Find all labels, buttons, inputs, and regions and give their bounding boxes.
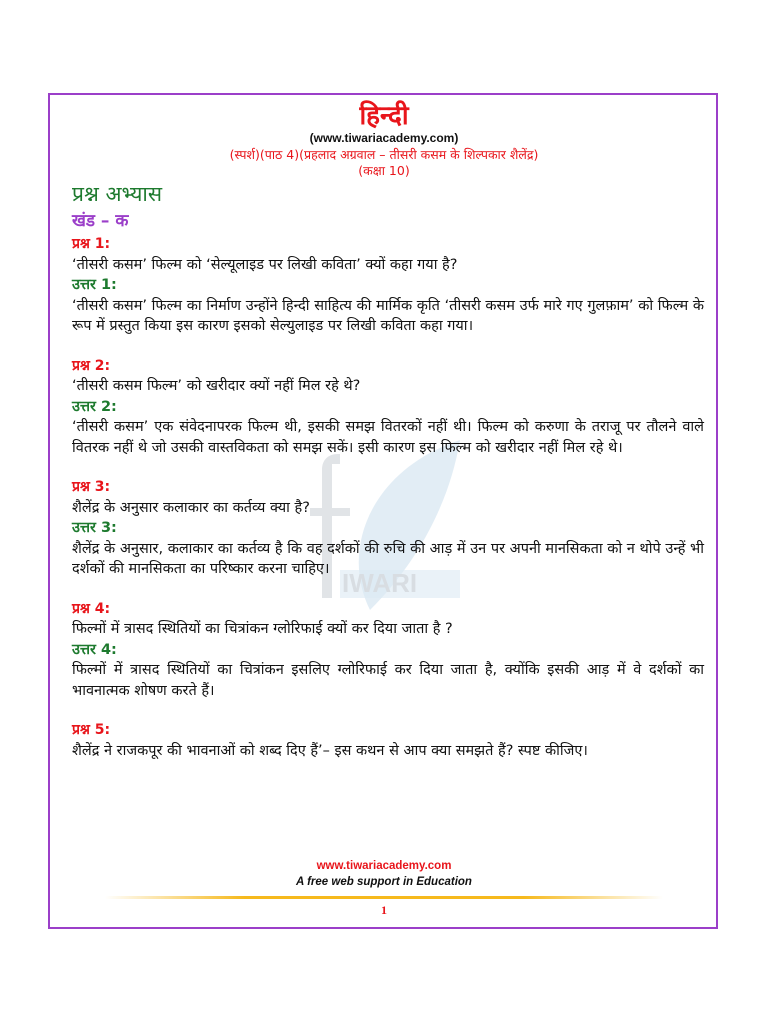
question-label: प्रश्न 4: <box>72 600 111 617</box>
header-url: (www.tiwariacademy.com) <box>309 131 459 145</box>
lesson-subtitle: (स्पर्श)(पाठ 4)(प्रहलाद अग्रवाल – तीसरी कसम के शिल्पकार शैलेंद्र) <box>229 147 539 162</box>
watermark-text: IWARI <box>342 568 418 598</box>
class-label: (कक्षा 10) <box>358 163 410 178</box>
question-label: प्रश्न 5: <box>72 722 111 738</box>
qa-block-2 <box>72 356 704 459</box>
question-label: प्रश्न 2: <box>72 357 111 374</box>
question-label: प्रश्न 1: <box>72 236 111 252</box>
qa-block-3 <box>72 477 704 580</box>
qa-block-1 <box>72 234 704 337</box>
answer-label: उत्तर 3: <box>72 520 117 536</box>
footer-url[interactable]: www.tiwariacademy.com <box>316 860 452 872</box>
page-number: 1 <box>381 903 387 917</box>
qa-block-4 <box>72 599 704 702</box>
question-text: फिल्मों में त्रासद स्थितियों का चित्रांकन ग्लोरिफाई क्यों कर दिया जाता है ? <box>72 621 453 637</box>
answer-label: उत्तर 4: <box>72 641 117 658</box>
page-title: हिन्दी <box>359 101 409 131</box>
answer-label: उत्तर 2: <box>72 398 117 415</box>
question-text: शैलेंद्र ने राजकपूर की भावनाओं को शब्द दिए हैं’– इस कथन से आप क्या समझते हैं? स्पष्ट कीजिए। <box>72 742 588 759</box>
footer-divider <box>105 896 663 899</box>
question-text: ‘तीसरी कसम फिल्म’ को खरीदार क्यों नहीं मिल रहे थे? <box>72 378 361 394</box>
section-heading: प्रश्न अभ्यास <box>72 182 163 206</box>
footer-tagline: A free web support in Education <box>296 876 472 888</box>
question-text: शैलेंद्र के अनुसार कलाकार का कर्तव्य क्या है? <box>72 499 310 516</box>
khand-heading: खंड – क <box>72 211 129 231</box>
question-label: प्रश्न 3: <box>72 479 111 495</box>
answer-text: ‘तीसरी कसम’ फिल्म का निर्माण उन्होंने हिन्दी साहित्य की मार्मिक कृति ‘तीसरी कसम उर्फ मारे गए गुलफ़ाम’ को फिल्म के रूप में प्रस्तुत किया इस कारण इसको सेल्युलाइड पर लिखी कविता कहा गया। <box>72 297 704 334</box>
question-text: ‘तीसरी कसम’ फिल्म को ‘सेल्यूलाइड पर लिखी कविता’ क्यों कहा गया है? <box>72 256 458 273</box>
qa-block-5 <box>72 720 704 761</box>
answer-text: ‘तीसरी कसम’ एक संवेदनापरक फिल्म थी, इसकी समझ वितरकों नहीं थी। फिल्म को करुणा के तराजू पर तौलने वाले वितरक नहीं थे जो उसकी वास्तविकता को समझ सकें। इसी कारण इस फिल्म को खरीदार नहीं मिल रहे थे। <box>72 419 704 456</box>
answer-text: शैलेंद्र के अनुसार, कलाकार का कर्तव्य है कि वह दर्शकों की रुचि की आड़ में उन पर अपनी मानसिकता को न थोपे उन्हें भी दर्शकों की मानसिकता का परिष्कार करना चाहिए। <box>72 540 704 577</box>
answer-text: फिल्मों में त्रासद स्थितियों का चित्रांकन इसलिए ग्लोरिफाई कर दिया जाता है, क्योंकि इसकी आड़ में वे दर्शकों का भावनात्मक शोषण करते हैं। <box>72 662 704 699</box>
answer-label: उत्तर 1: <box>72 277 117 293</box>
qa-content <box>72 234 704 761</box>
